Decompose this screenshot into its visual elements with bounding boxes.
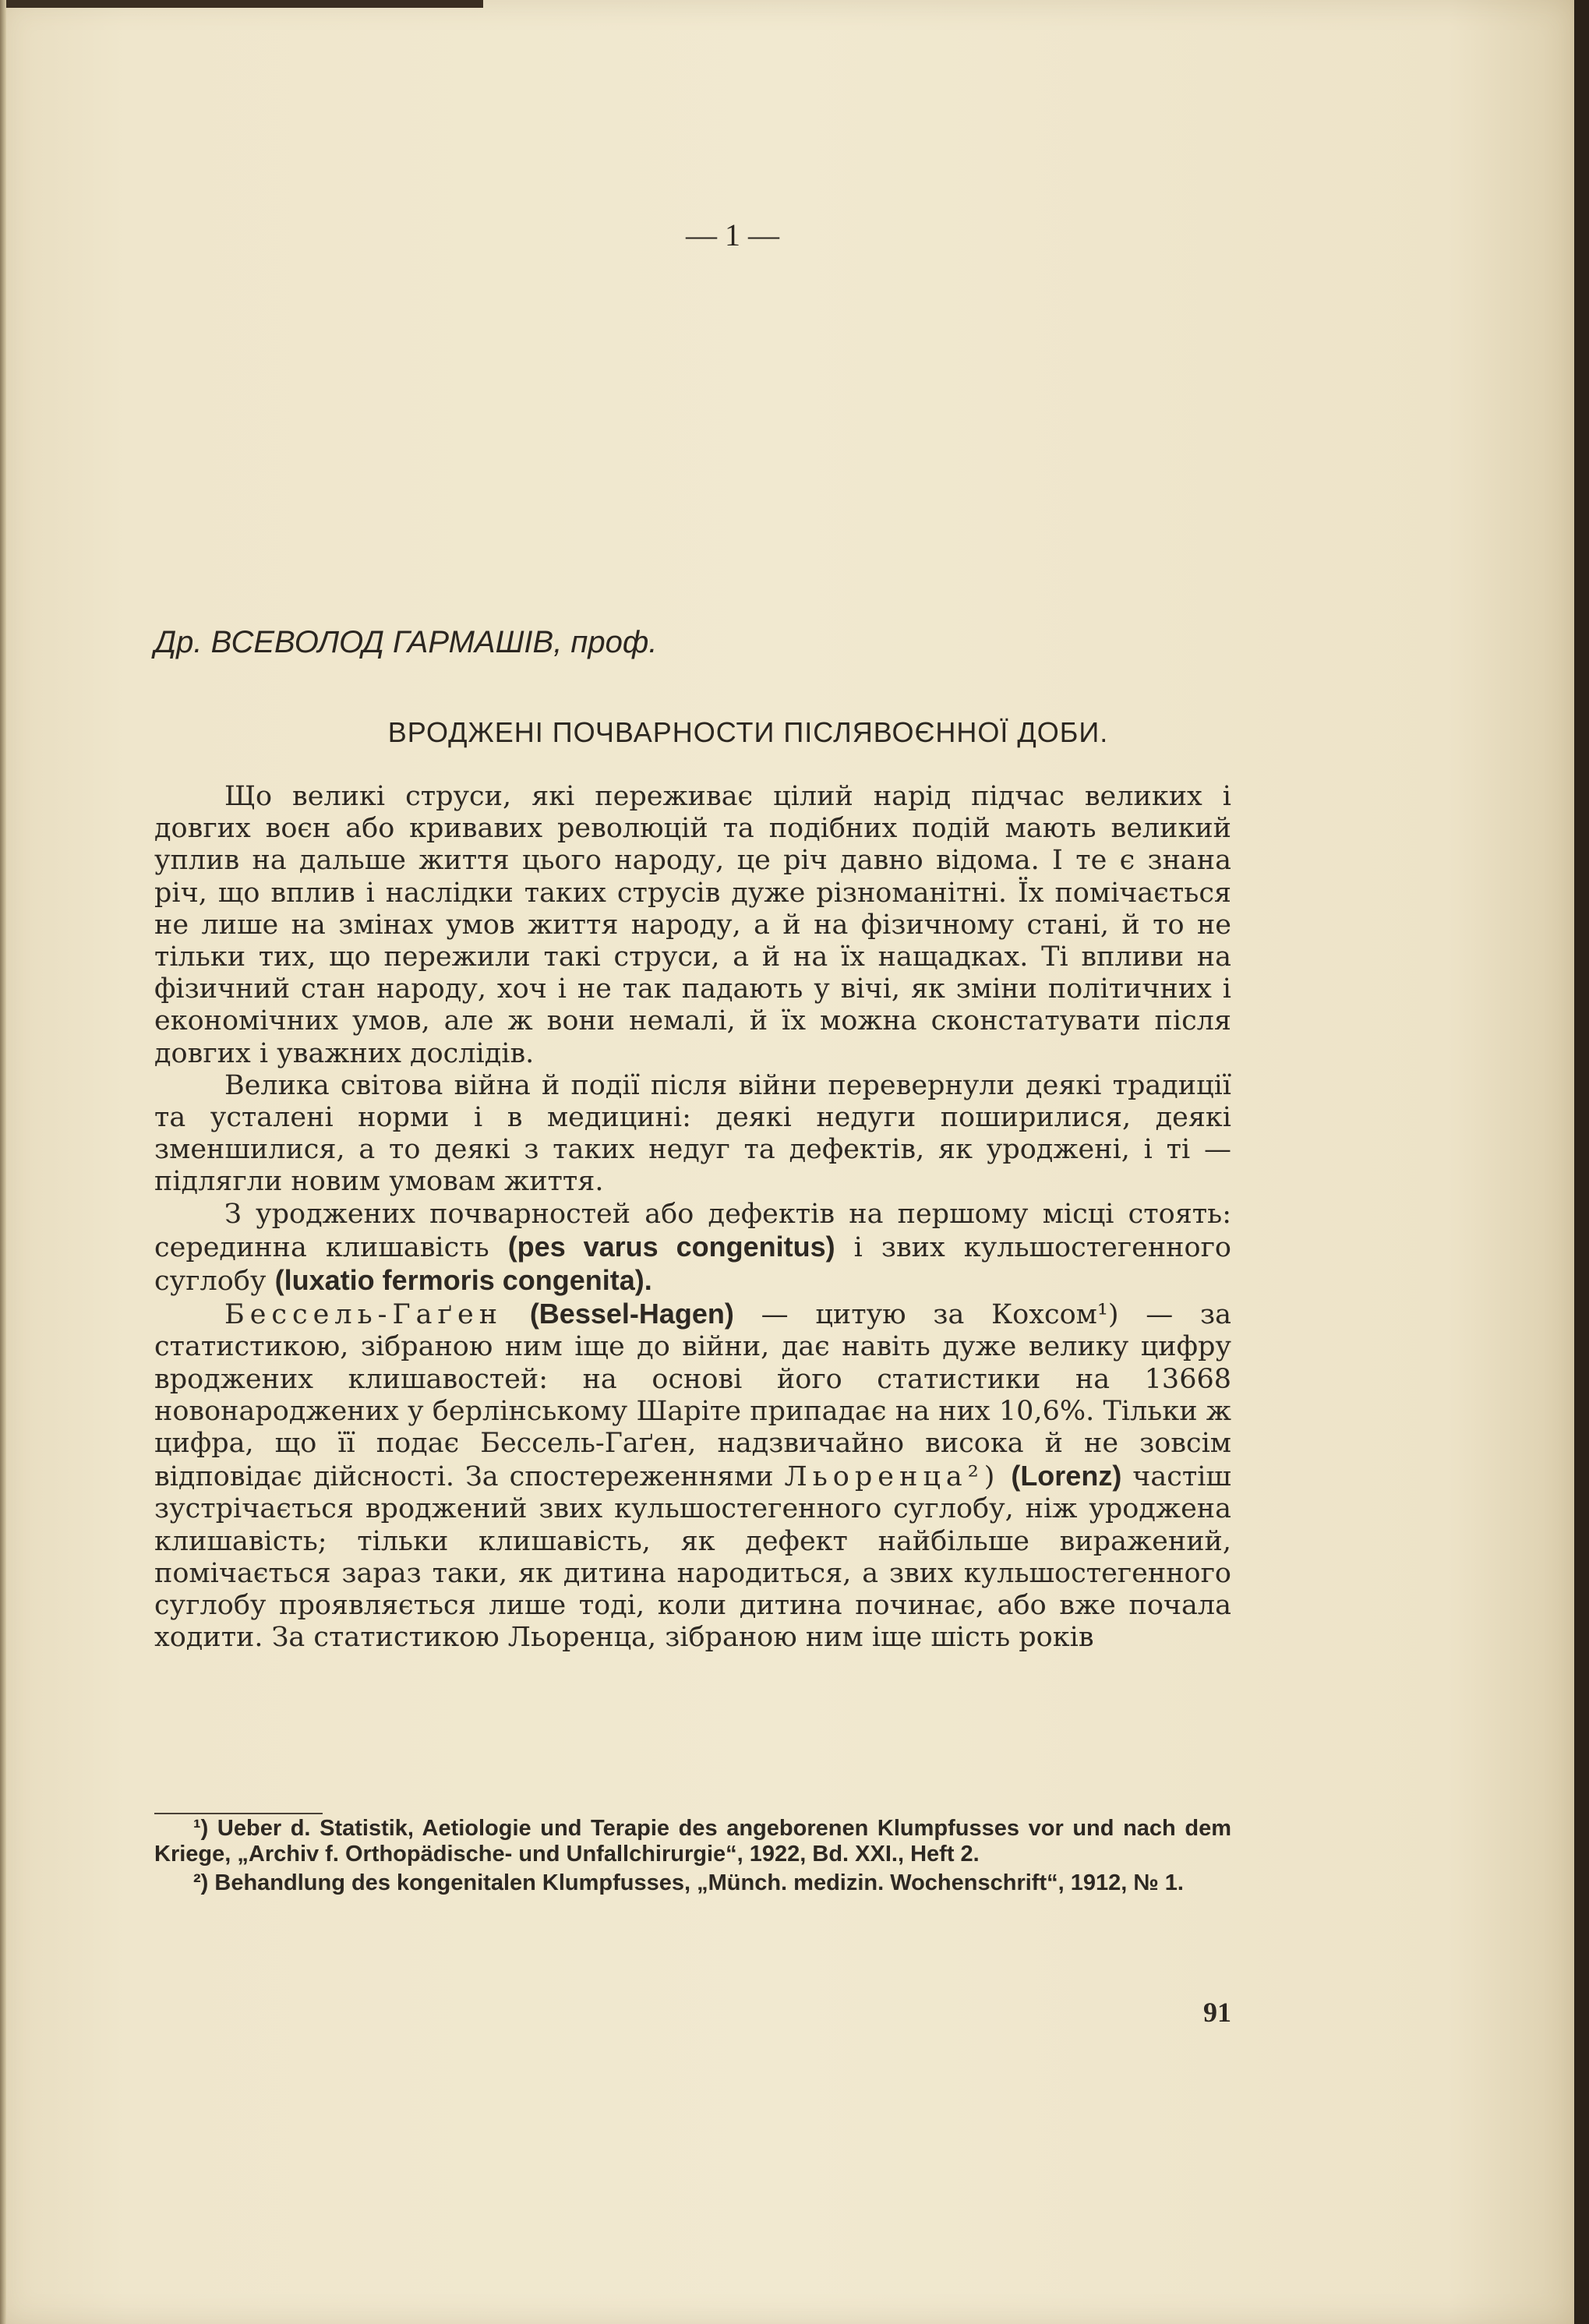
latin-term-luxatio: (luxatio fermoris congenita).: [274, 1264, 652, 1297]
page-header: — 1 —: [686, 217, 779, 253]
footnote-divider: [154, 1813, 323, 1814]
paragraph-2: Велика світова війна й події після війни перевернули деякі традиції та усталені норми і в медицині: деякі недуги поширилися, деякі зменшилися, а то деякі з таких недуг та дефектів, як уроджені, і ті — підлягли новим умовам життя.: [154, 1069, 1231, 1198]
paragraph-4-text-b: частіш зустрічається вроджений звих кульшостегенного суглобу, ніж уроджена клишавість; тільки клишавість, як дефект найбільше виражений, помічається зараз таки, як дитина народиться, а звих кульшостегенного суглобу проявляється лише тоді, коли дитина починає, або вже почала ходити. За статистикою Льоренца, зібраною ним іще шість років: [154, 1461, 1231, 1654]
article-title: ВРОДЖЕНІ ПОЧВАРНОСТИ ПІСЛЯВОЄННОЇ ДОБИ.: [387, 716, 1109, 748]
scan-shadow: [0, 0, 483, 8]
footnotes: [154, 1816, 1231, 1899]
author-line: Др. ВСЕВОЛОД ГАРМАШІВ, проф.: [154, 625, 658, 659]
page-number: 91: [1203, 1997, 1231, 2028]
footnote-1: ¹) Ueber d. Statistik, Aetiologie und Terapie des angeborenen Klumpfusses vor und nach dem Kriege, „Archiv f. Orthopädische- und Unfallchirurgie“, 1922, Bd. XXI., Heft 2.: [154, 1816, 1231, 1867]
paragraph-3: [154, 1199, 1231, 1298]
paragraph-4: [154, 1298, 1231, 1654]
paragraph-4-text-a: — цитую за Кохсом¹) — за статистикою, зібраною ним іще до війни, дає навіть дуже велику цифру вроджених клишавостей: на основі його статистики на 13668 новонароджених у берлінському Шаріте припадає на них 10,6%. Тільки ж цифра, що її подає Бессель-Гаґен, надзвичайно висока й не зовсім відповідає дійсності. За спостереженнями: [154, 1299, 1231, 1493]
latin-name-bessel-hagen: (Bessel-Hagen): [529, 1298, 734, 1330]
latin-term-pes-varus: (pes varus congenitus): [507, 1230, 835, 1263]
article-body: [154, 781, 1231, 1654]
paragraph-1: Що великі струси, які переживає цілий нарід підчас великих і довгих воєн або кривавих революцій та подібних подій мають великий уплив на дальше життя цього народу, це річ давно відома. І те є знана річ, що вплив і наслідки таких струсів дуже різноманітні. Їх помічається не лише на змінах умов життя народу, а й на фізичному стані, й то не тільки тих, що пережили такі струси, а й на їх нащадках. Ті впливи на фізичний стан народу, хоч і не так падають у вічі, як зміни політичних і економічних умов, але ж вони немалі, й їх можна сконстатувати після довгих і уважних дослідів.: [154, 781, 1231, 1069]
name-bessel-hagen: Бессель-Гаґен: [224, 1299, 503, 1331]
paragraph-3-text-b: і звих кульшостегенного суглобу: [154, 1231, 1231, 1298]
paragraph-3-text-a: З уроджених почварностей або дефектів на першому місці стоять: серединна клишавість: [154, 1198, 1231, 1263]
name-lorenz: Льоренца²): [784, 1461, 1001, 1493]
latin-name-lorenz: (Lorenz): [1011, 1460, 1122, 1492]
footnote-2: ²) Behandlung des kongenitalen Klumpfusses, „Münch. medizin. Wochenschrift“, 1912, № 1.: [193, 1870, 1184, 1895]
scan-border: [1574, 0, 1589, 2324]
binding-edge: [0, 0, 6, 2324]
